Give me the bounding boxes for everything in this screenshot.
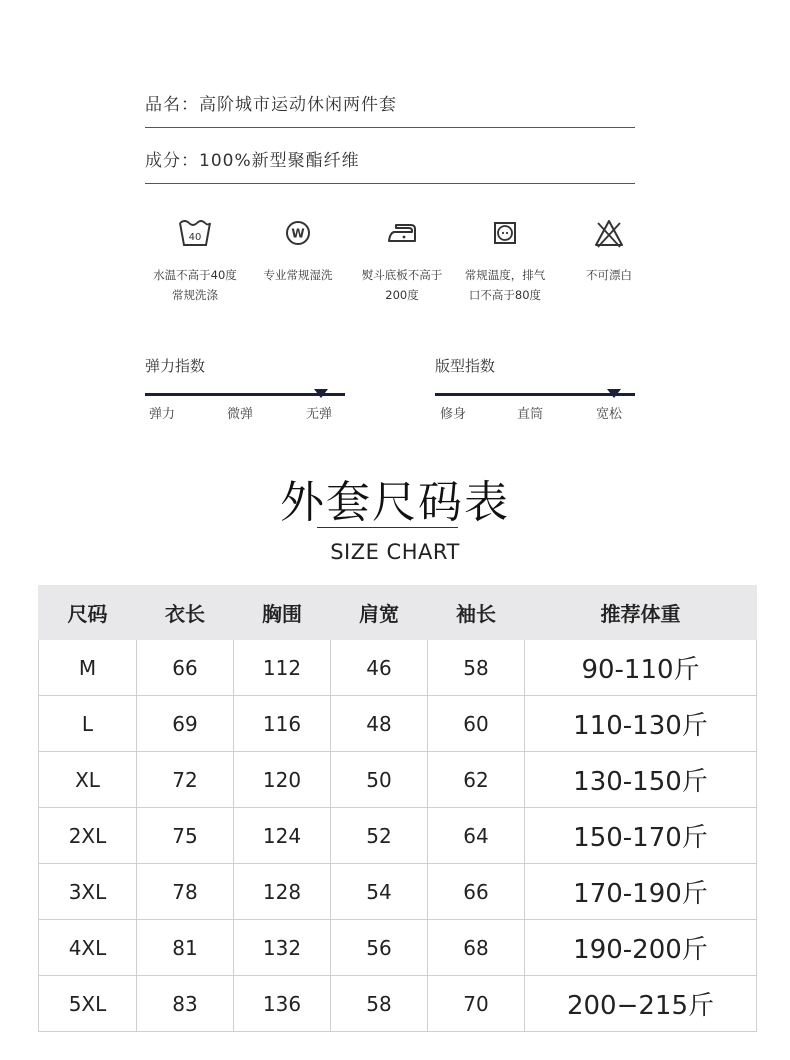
cell-shoulder: 56 [331,920,428,976]
size-chart-subtitle: SIZE CHART [330,540,460,564]
composition-label: 成分： [145,151,199,171]
fit-tick: 直筒 [517,407,544,422]
header-size: 尺码 [39,586,137,640]
cell-shoulder: 48 [331,696,428,752]
cell-weight: 190-200斤 [525,920,757,976]
product-name-value: 高阶城市运动休闲两件套 [199,95,397,115]
header-shoulder: 肩宽 [331,586,428,640]
cell-size: L [39,696,137,752]
care-instructions [135,215,655,315]
cell-sleeve: 64 [428,808,525,864]
table-row [39,696,757,752]
product-name-row [145,72,635,128]
cell-weight: 170-190斤 [525,864,757,920]
care-label-wet-clean: 专业常规湿洗 [263,268,333,282]
table-row [39,920,757,976]
fit-index [435,355,635,435]
table-header-row [39,586,757,640]
cell-length: 69 [137,696,234,752]
care-label-iron: 熨斗底板不高于 200度 [361,268,443,302]
fit-tick: 宽松 [596,407,623,422]
care-item-tumble-dry [445,215,565,305]
cell-chest: 120 [234,752,331,808]
cell-chest: 112 [234,640,331,696]
cell-length: 66 [137,640,234,696]
cell-weight: 90-110斤 [525,640,757,696]
header-length: 衣长 [137,586,234,640]
cell-size: 3XL [39,864,137,920]
cell-sleeve: 68 [428,920,525,976]
table-row [39,976,757,1032]
elasticity-tick: 无弹 [306,407,333,422]
cell-shoulder: 54 [331,864,428,920]
cell-size: XL [39,752,137,808]
header-chest: 胸围 [234,586,331,640]
cell-size: 5XL [39,976,137,1032]
care-label-no-bleach: 不可漂白 [586,268,632,282]
wash-40-icon [177,215,213,251]
no-bleach-icon [591,215,627,251]
cell-sleeve: 58 [428,640,525,696]
composition-row [145,128,635,184]
cell-weight: 110-130斤 [525,696,757,752]
iron-icon [384,215,420,251]
elasticity-tick: 微弹 [227,407,254,422]
care-label-tumble-dry: 常规温度，排气 口不高于80度 [464,268,546,302]
cell-sleeve: 62 [428,752,525,808]
cell-weight: 150-170斤 [525,808,757,864]
cell-weight: 200−215斤 [525,976,757,1032]
fit-scale-line [435,393,635,396]
table-row [39,808,757,864]
cell-sleeve: 66 [428,864,525,920]
cell-shoulder: 52 [331,808,428,864]
elasticity-tick: 弹力 [149,407,176,422]
table-row [39,752,757,808]
tumble-dry-icon [487,215,523,251]
product-name-label: 品名： [145,95,199,115]
cell-length: 83 [137,976,234,1032]
cell-chest: 128 [234,864,331,920]
cell-shoulder: 58 [331,976,428,1032]
title-divider [317,527,458,528]
care-label-wash: 水温不高于40度 常规洗涤 [153,268,237,302]
care-item-wet-clean [238,215,358,285]
cell-size: M [39,640,137,696]
cell-shoulder: 50 [331,752,428,808]
elasticity-marker-icon [314,389,328,398]
cell-size: 2XL [39,808,137,864]
table-row [39,640,757,696]
elasticity-index [145,355,345,435]
elasticity-title: 弹力指数 [145,357,206,375]
cell-sleeve: 70 [428,976,525,1032]
composition-value: 100%新型聚酯纤维 [199,151,360,171]
header-sleeve: 袖长 [428,586,525,640]
cell-size: 4XL [39,920,137,976]
size-table [38,585,757,1032]
svg-text:40: 40 [188,232,202,243]
cell-length: 78 [137,864,234,920]
cell-length: 72 [137,752,234,808]
care-item-no-bleach [549,215,669,285]
size-chart-title: 外套尺码表 [280,477,510,528]
cell-length: 81 [137,920,234,976]
cell-shoulder: 46 [331,640,428,696]
cell-chest: 132 [234,920,331,976]
table-row [39,864,757,920]
wet-clean-icon [280,215,316,251]
cell-weight: 130-150斤 [525,752,757,808]
care-item-iron [342,215,462,305]
svg-text:W: W [291,226,305,241]
cell-chest: 116 [234,696,331,752]
fit-title: 版型指数 [435,357,496,375]
cell-chest: 136 [234,976,331,1032]
fit-marker-icon [607,389,621,398]
care-item-wash [135,215,255,305]
cell-sleeve: 60 [428,696,525,752]
cell-length: 75 [137,808,234,864]
fit-tick: 修身 [440,407,467,422]
cell-chest: 124 [234,808,331,864]
header-weight: 推荐体重 [525,586,757,640]
